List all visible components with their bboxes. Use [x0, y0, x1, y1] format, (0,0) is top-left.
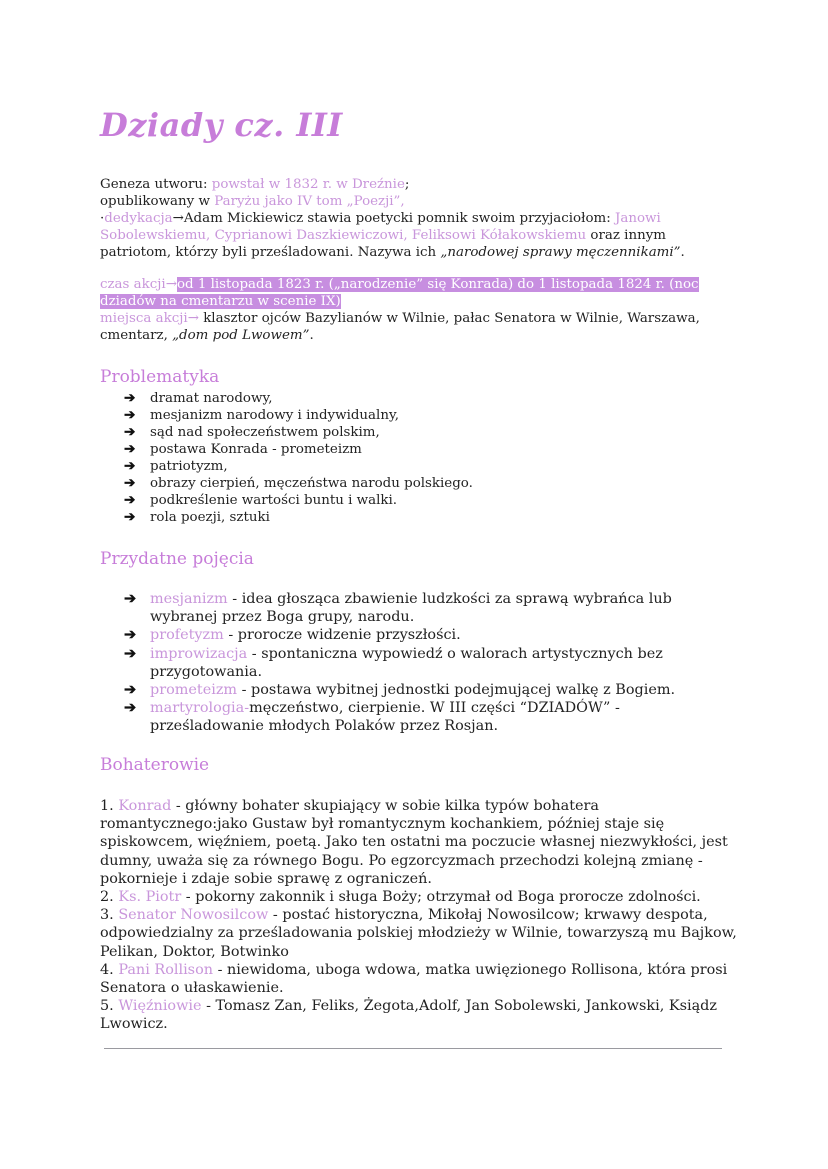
punct: ,: [400, 194, 405, 209]
bohater-description: - postać historyczna, Mikołaj Nowosilcow; krwawy despota, odpowiedzialny za prześladowania polskiej młodzieży w Wilnie, towarzyszą mu Bajkow, Pelikan, Doktor, Botwinko: [100, 907, 737, 960]
bottom-divider: [104, 1048, 722, 1049]
pojecie-definition: męczeństwo, cierpienie. W III części “DZIADÓW” - prześladowanie młodych Polaków przez Rosjan.: [150, 700, 620, 735]
dedykacja-quote: „narodowej sprawy męczennikami”: [440, 245, 681, 260]
bohater-number: 4.: [100, 961, 119, 978]
arrow-icon: ➔: [124, 390, 136, 406]
publication-line: [100, 193, 720, 210]
problematyka-item: [100, 390, 700, 407]
problematyka-item: [100, 424, 700, 441]
bullet-dot: ·: [100, 211, 105, 226]
arrow-icon: ➔: [124, 458, 136, 474]
pojecie-item: [100, 626, 700, 644]
problematyka-heading: Problematyka: [100, 367, 220, 387]
arrow-icon: ➔: [124, 407, 136, 423]
pojecia-list: [100, 590, 700, 736]
bohater-item: [100, 997, 740, 1033]
arrow-icon: →: [172, 211, 184, 226]
problematyka-list: [100, 390, 700, 526]
problematyka-item: [100, 492, 700, 509]
akcja-section: [100, 276, 720, 344]
dedykacja-paragraph: [100, 210, 720, 261]
problematyka-item-text: sąd nad społeczeństwem polskim,: [150, 425, 380, 440]
punct: .: [309, 328, 314, 343]
geneza-label: Geneza utworu:: [100, 177, 212, 192]
bohater-item: [100, 797, 740, 888]
pojecie-definition: - postawa wybitnej jednostki podejmującej walkę z Bogiem.: [237, 682, 676, 699]
problematyka-item: [100, 509, 700, 526]
problematyka-item: [100, 458, 700, 475]
problematyka-item-text: patriotyzm,: [150, 459, 228, 474]
dedykacja-label: dedykacja: [104, 211, 173, 226]
bohaterowie-heading: Bohaterowie: [100, 755, 210, 775]
bohater-item: [100, 888, 740, 906]
arrow-icon: ➔: [124, 699, 137, 717]
czas-akcji-value: od 1 listopada 1823 r. („narodzenie” się Konrada) do 1 listopada 1824 r. (noc dziadów na cmentarzu w scenie IX): [100, 277, 699, 309]
pojecie-item: [100, 681, 700, 699]
pojecie-definition: - prorocze widzenie przyszłości.: [223, 627, 461, 644]
pojecie-item: [100, 645, 700, 681]
problematyka-item-text: obrazy cierpień, męczeństwa narodu polskiego.: [150, 476, 473, 491]
bohater-name: Senator Nowosilcow: [118, 907, 269, 924]
problematyka-item-text: podkreślenie wartości buntu i walki.: [150, 493, 398, 508]
arrow-icon: →: [165, 277, 177, 292]
bohater-number: 2.: [100, 889, 119, 906]
punct: ;: [404, 177, 410, 192]
bohater-description: - główny bohater skupiający w sobie kilka typów bohatera romantycznego:jako Gustaw był romantycznym kochankiem, później staje się spiskowcem, więźniem, poetą. Jako ten ostatni ma poczucie własnej niezwykłości, jest dumny, uważa się za równego Bogu. Po egzorcyzmach przechodzi kolejną zmianę - pokornieje i zdaje sobie sprawę z ograniczeń.: [100, 798, 728, 887]
arrow-icon: ➔: [124, 492, 136, 508]
problematyka-item-text: dramat narodowy,: [150, 391, 273, 406]
bohater-description: - Tomasz Zan, Feliks, Żegota,Adolf, Jan Sobolewski, Jankowski, Ksiądz Lwowicz.: [100, 998, 717, 1033]
bohater-number: 3.: [100, 907, 119, 924]
pojecie-term: mesjanizm: [150, 591, 228, 607]
bohater-name: Ks. Piotr: [118, 889, 182, 906]
pojecie-definition: - spontaniczna wypowiedź o walorach artystycznych bez przygotowania.: [150, 645, 663, 680]
problematyka-item: [100, 475, 700, 492]
problematyka-item: [100, 407, 700, 424]
dedykacja-names: Janowi Sobolewskiemu, Cyprianowi Daszkiewiczowi, Feliksowi Kółakowskiemu: [100, 211, 661, 243]
geneza-line: [100, 176, 720, 193]
miejsca-akcji-label: miejsca akcji: [100, 311, 188, 326]
arrow-icon: →: [187, 311, 199, 326]
bohaterowie-list: [100, 797, 740, 1034]
pojecie-item: [100, 699, 700, 735]
czas-akcji-label: czas akcji: [100, 277, 166, 292]
arrow-icon: ➔: [124, 590, 137, 607]
bohater-description: - pokorny zakonnik i sługa Boży; otrzymał od Boga prorocze zdolności.: [181, 889, 701, 906]
arrow-icon: ➔: [124, 681, 137, 699]
bohater-description: - niewidoma, uboga wdowa, matka uwięzionego Rollisona, która prosi Senatora o ułaskawienie.: [100, 961, 728, 997]
bohater-name: Pani Rollison: [118, 961, 213, 978]
czas-akcji-line: [100, 276, 720, 310]
punct: .: [680, 245, 685, 260]
arrow-icon: ➔: [124, 424, 136, 440]
pojecie-definition: - idea głosząca zbawienie ludzkości za sprawą wybrańca lub wybranej przez Boga grupy, narodu.: [150, 591, 672, 626]
arrow-icon: ➔: [124, 475, 136, 491]
bohater-item: [100, 906, 740, 961]
dedykacja-text: Adam Mickiewicz stawia poetycki pomnik swoim przyjaciołom:: [183, 211, 615, 226]
problematyka-item: [100, 441, 700, 458]
bohater-item: [100, 961, 740, 997]
miejsca-akcji-line: [100, 310, 720, 344]
pojecie-term: profetyzm: [150, 627, 224, 644]
bohater-number: 5.: [100, 998, 119, 1015]
intro-section: [100, 176, 720, 261]
bohater-name: Więźniowie: [118, 998, 202, 1015]
problematyka-item-text: mesjanizm narodowy i indywidualny,: [150, 408, 399, 423]
pojecie-term: prometeizm: [150, 682, 238, 699]
arrow-icon: ➔: [124, 626, 137, 644]
arrow-icon: ➔: [124, 644, 137, 662]
pojecia-heading: Przydatne pojęcia: [100, 549, 254, 569]
publication-label: opublikowany w: [100, 194, 215, 209]
geneza-value: powstał w 1832 r. w Dreźnie: [211, 177, 405, 192]
publication-value: Paryżu jako IV tom „Poezji”: [214, 194, 401, 209]
page-title: Dziady cz. III: [100, 106, 343, 144]
problematyka-item-text: rola poezji, sztuki: [150, 510, 270, 525]
problematyka-item-text: postawa Konrada - prometeizm: [150, 442, 362, 457]
pojecie-term: improwizacja: [150, 645, 248, 662]
pojecie-item: [100, 590, 700, 626]
arrow-icon: ➔: [124, 509, 136, 525]
pojecie-term: martyrologia-: [150, 700, 250, 717]
miejsca-akcji-text: klasztor ojców Bazylianów w Wilnie, pałac Senatora w Wilnie, Warszawa, cmentarz,: [100, 311, 700, 343]
dedykacja-text-2: oraz innym patriotom, którzy byli prześladowani. Nazywa ich: [100, 228, 666, 260]
bohater-name: Konrad: [118, 798, 172, 814]
miejsca-akcji-quote: „dom pod Lwowem”: [172, 328, 310, 343]
bohater-number: 1.: [100, 798, 119, 814]
arrow-icon: ➔: [124, 441, 136, 457]
